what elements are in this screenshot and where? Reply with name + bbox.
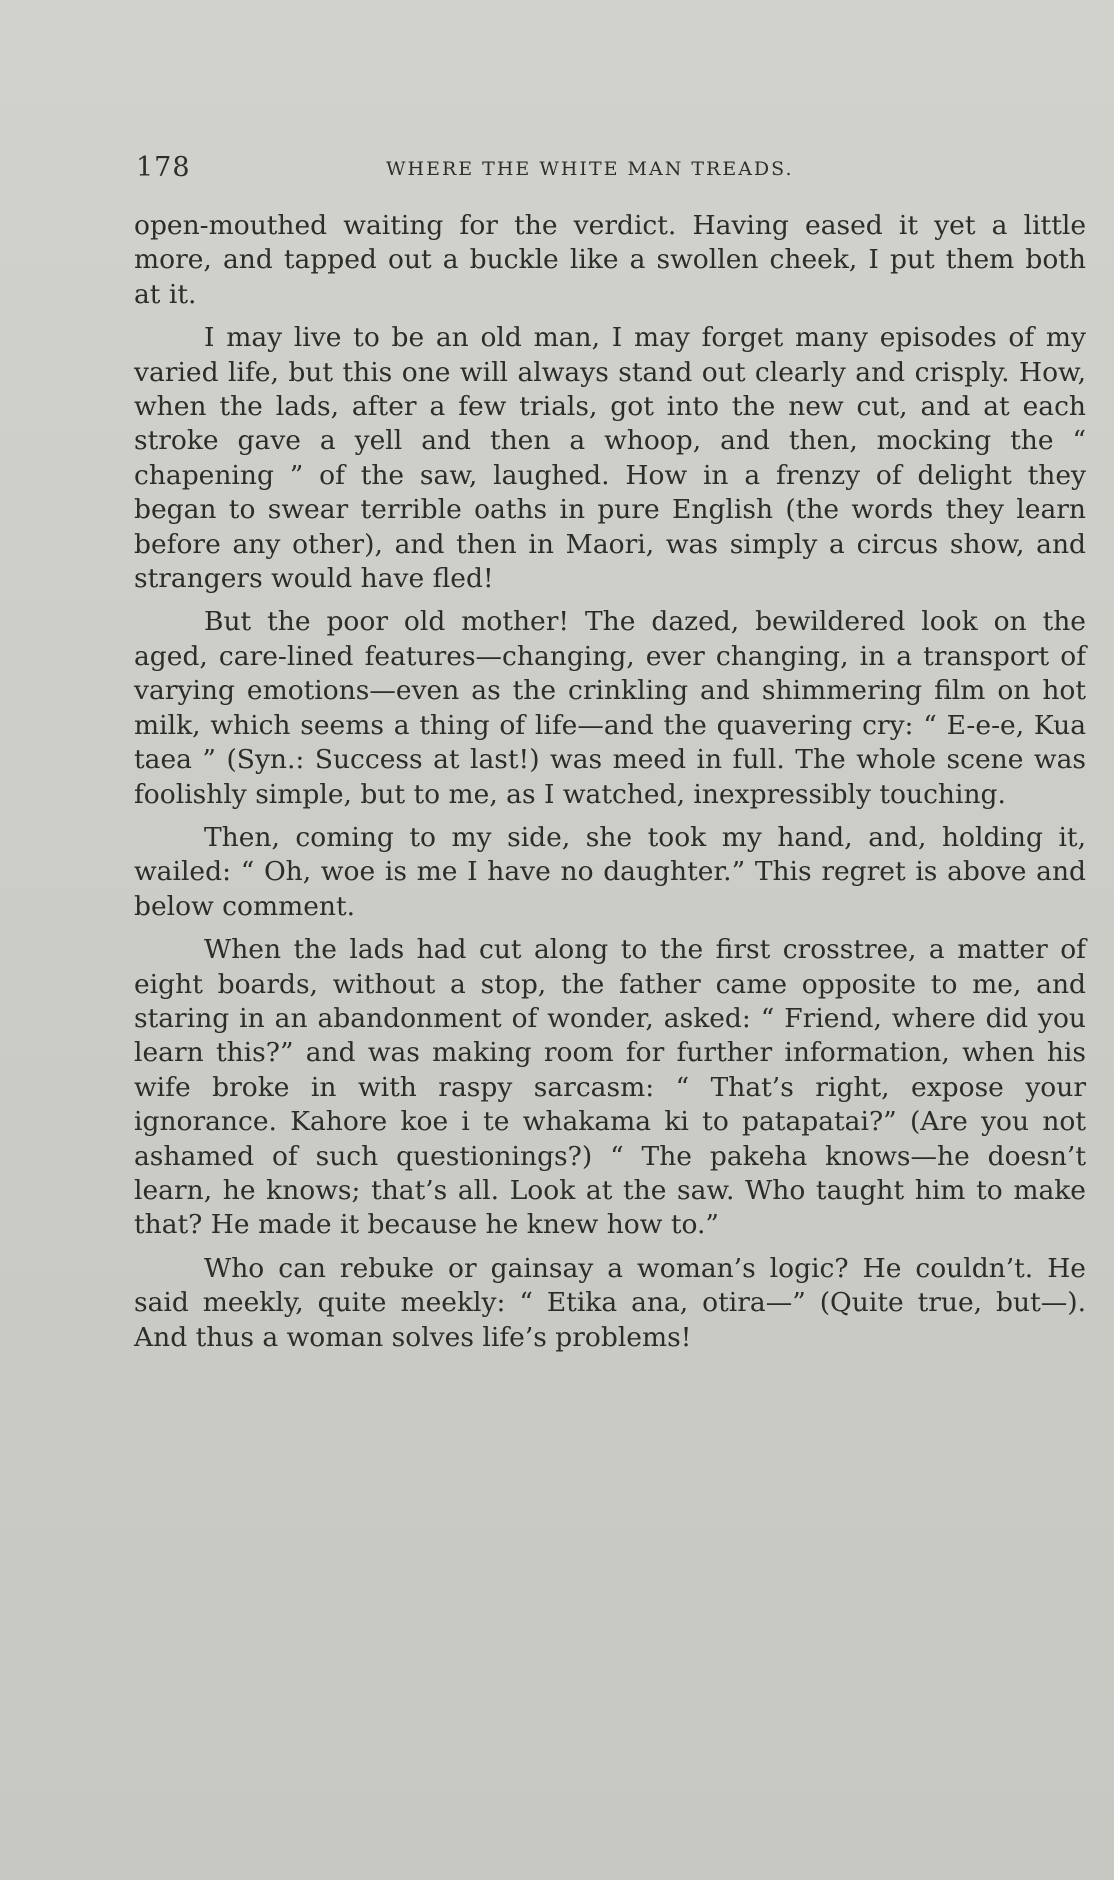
paragraph: open-mouthed waiting for the verdict. Having eased it yet a little more, and tapped out a buckle like a swollen cheek, I put them both at it.	[134, 210, 1086, 310]
paragraph: I may live to be an old man, I may forget many episodes of my varied life, but this one will always stand out clearly and crisply. How, when the lads, after a few trials, got into the new cut, and at each stroke gave a yell and then a whoop, and then, mocking the “ chapening ” of the saw, laughed. How in a frenzy of delight they began to swear terrible oaths in pure English (the words they learn before any other), and then in Maori, was simply a circus show, and strangers would have fled!	[134, 322, 1086, 595]
paragraph: When the lads had cut along to the first crosstree, a matter of eight boards, without a stop, the father came opposite to me, and staring in an abandonment of wonder, asked: “ Friend, where did you learn this?” and was making room for further information, when his wife broke in with raspy sarcasm: “ That’s right, expose your ignorance. Kahore koe i te whakama ki to patapatai?” (Are you not ashamed of such questionings?) “ The pakeha knows—he doesn’t learn, he knows; that’s all. Look at the saw. Who taught him to make that? He made it because he knew how to.”	[134, 934, 1086, 1241]
paragraph: Then, coming to my side, she took my hand, and, holding it, wailed: “ Oh, woe is me I have no daughter.” This regret is above and below comment.	[134, 821, 1086, 922]
page-number: 178	[136, 152, 191, 183]
paragraph: But the poor old mother! The dazed, bewildered look on the aged, care-lined features—changing, ever changing, in a transport of varying emotions—even as the crinkling and shimmering film on hot milk, which seems a thing of life—and the quavering cry: “ E-e-e, Kua taea ” (Syn.: Success at last!) was meed in full. The whole scene was foolishly simple, but to me, as I watched, inexpressibly touching.	[134, 606, 1086, 810]
paragraph: Who can rebuke or gainsay a woman’s logic? He couldn’t. He said meekly, quite meekly: “ Etika ana, otira—” (Quite true, but—). And thus a woman solves life’s problems!	[134, 1252, 1086, 1353]
running-head: WHERE THE WHITE MAN TREADS.	[386, 158, 794, 180]
page-header	[136, 150, 1086, 190]
body-text	[134, 209, 1086, 1364]
